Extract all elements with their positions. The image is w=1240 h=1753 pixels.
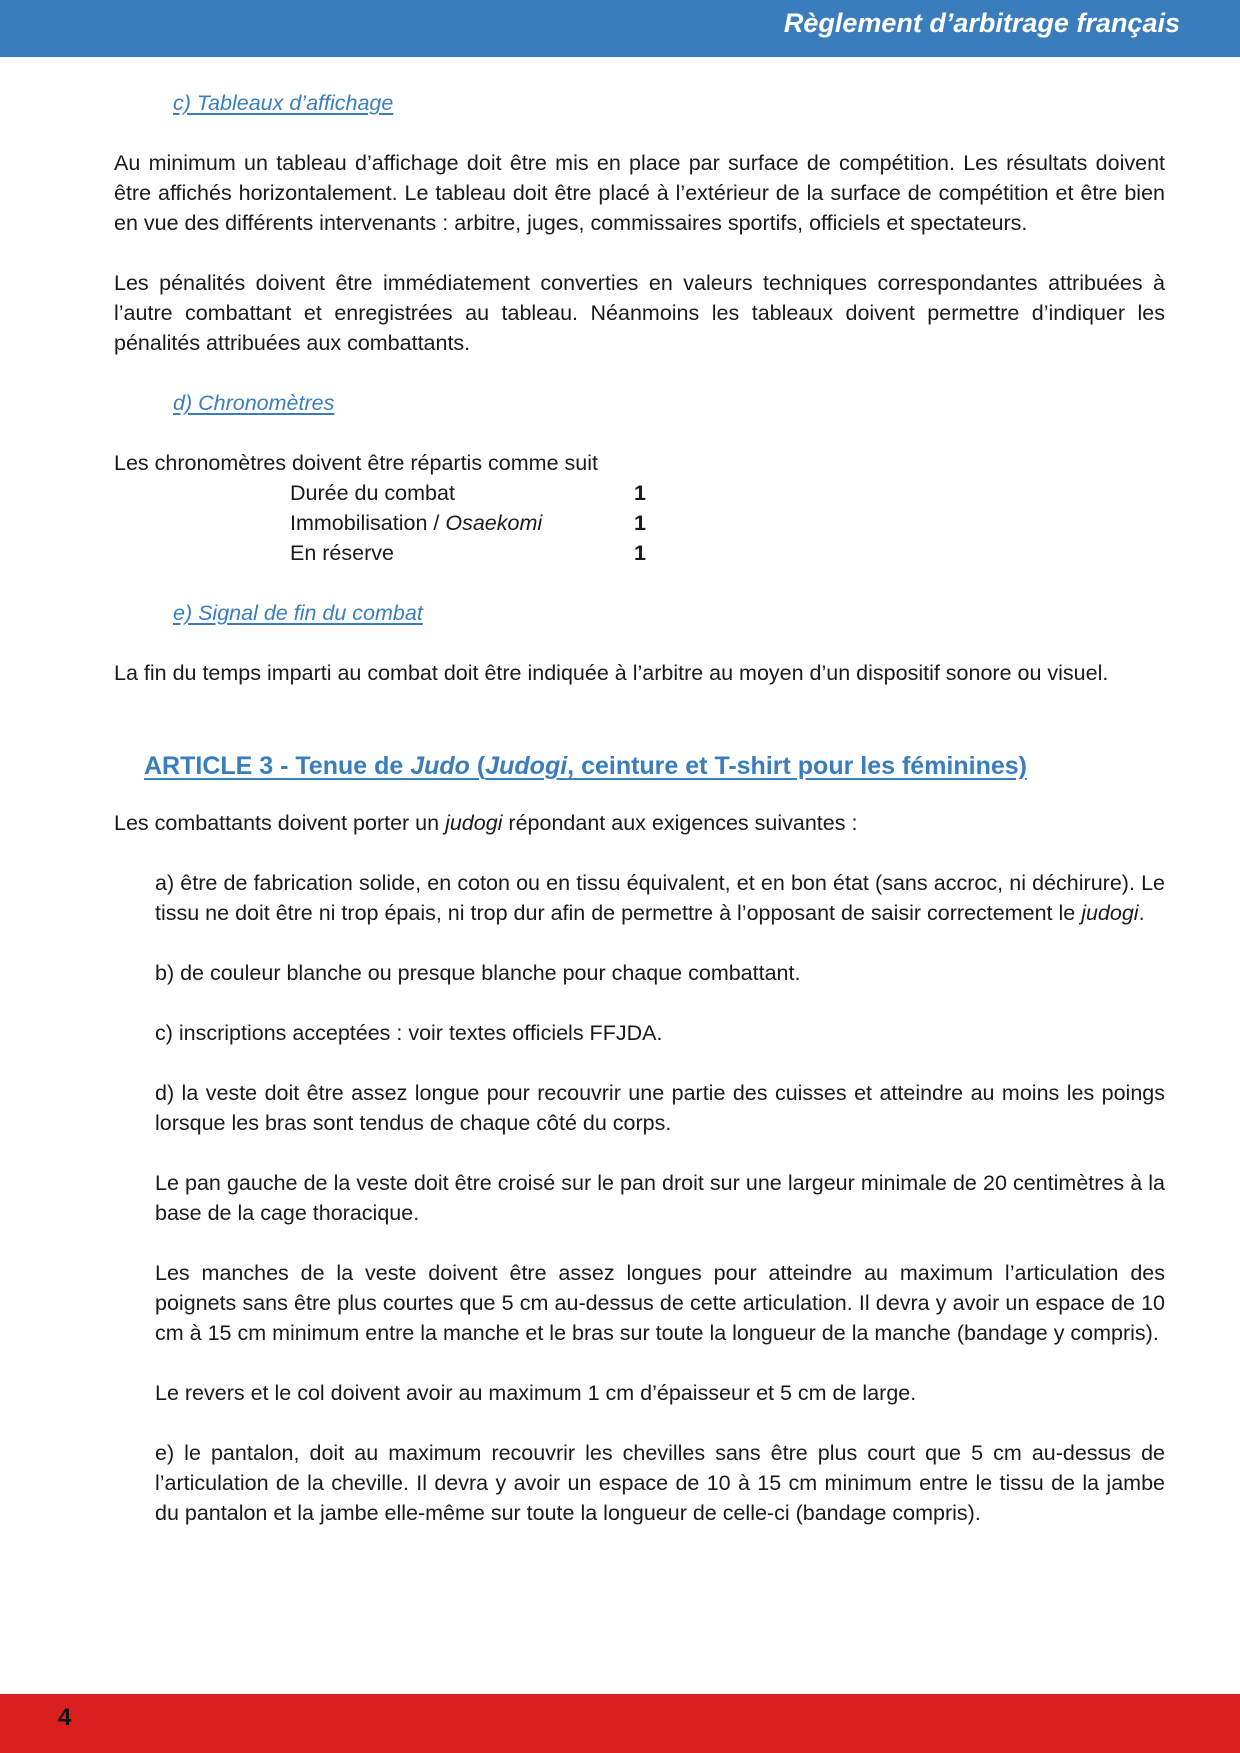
chronometer-label: Immobilisation / Osaekomi	[290, 511, 543, 535]
chronometer-row	[290, 508, 1165, 538]
section-e-title: e) Signal de fin du combat	[173, 601, 423, 625]
chronometer-label: En réserve	[290, 541, 394, 565]
article-3-intro: Les combattants doivent porter un judogi répondant aux exigences suivantes :	[114, 811, 858, 835]
article-3-title: ARTICLE 3 - Tenue de Judo (Judogi, ceinture et T-shirt pour les féminines)	[144, 752, 1027, 780]
header-band	[0, 0, 1240, 57]
chronometer-count: 1	[634, 541, 646, 565]
page-number: 4	[58, 1704, 72, 1731]
paragraph-pan: Le pan gauche de la veste doit être croisé sur le pan droit sur une largeur minimale de 20 centimètres à la base de la cage thoracique.	[155, 1171, 1165, 1225]
chronometer-row	[290, 538, 1165, 568]
section-d-intro: Les chronomètres doivent être répartis comme suit	[114, 451, 598, 475]
chronometer-label: Durée du combat	[290, 481, 455, 505]
section-c-title: c) Tableaux d’affichage	[173, 91, 394, 115]
section-c-paragraph-2: Les pénalités doivent être immédiatement converties en valeurs techniques correspondantes attribuées à l’autre combattant et enregistrées au tableau. Néanmoins les tableaux doivent permettre d’indiquer les pénalités attribuées aux combattants.	[114, 271, 1165, 355]
chronometer-count: 1	[634, 481, 646, 505]
chronometer-count: 1	[634, 511, 646, 535]
paragraph-manches: Les manches de la veste doivent être assez longues pour atteindre au maximum l’articulation des poignets sans être plus courtes que 5 cm au-dessus de cette articulation. Il devra y avoir un espace de 10 cm à 15 cm minimum entre la manche et le bras sur toute la longueur de la manche (bandage y compris).	[155, 1261, 1165, 1345]
requirement-e: e) le pantalon, doit au maximum recouvrir les chevilles sans être plus court que 5 cm au-dessus de l’articulation de la cheville. Il devra y avoir un espace de 10 à 15 cm minimum entre le tissu de la jambe du pantalon et la jambe elle-même sur toute la longueur de celle-ci (bandage compris).	[155, 1441, 1165, 1525]
paragraph-revers: Le revers et le col doivent avoir au maximum 1 cm d’épaisseur et 5 cm de large.	[155, 1381, 917, 1405]
chronometer-row	[290, 478, 1165, 508]
document-title: Règlement d’arbitrage français	[783, 8, 1180, 38]
requirement-b: b) de couleur blanche ou presque blanche pour chaque combattant.	[155, 961, 801, 985]
section-e-paragraph: La fin du temps imparti au combat doit être indiquée à l’arbitre au moyen d’un dispositif sonore ou visuel.	[114, 661, 1109, 685]
chronometer-table	[290, 478, 1165, 568]
requirement-a: a) être de fabrication solide, en coton ou en tissu équivalent, et en bon état (sans accroc, ni déchirure). Le tissu ne doit être ni trop épais, ni trop dur afin de permettre à l’opposant de saisir correctement le judogi.	[155, 871, 1165, 925]
footer-band	[0, 1694, 1240, 1753]
section-c-paragraph-1: Au minimum un tableau d’affichage doit être mis en place par surface de compétition. Les résultats doivent être affichés horizontalement. Le tableau doit être placé à l’extérieur de la surface de compétition et être bien en vue des différents intervenants : arbitre, juges, commissaires sportifs, officiels et spectateurs.	[114, 151, 1165, 235]
page-content	[114, 88, 1165, 1528]
section-d-title: d) Chronomètres	[173, 391, 335, 415]
requirement-c: c) inscriptions acceptées : voir textes officiels FFJDA.	[155, 1021, 663, 1045]
article-3-requirements	[155, 868, 1165, 1528]
requirement-d: d) la veste doit être assez longue pour recouvrir une partie des cuisses et atteindre au moins les poings lorsque les bras sont tendus de chaque côté du corps.	[155, 1081, 1165, 1135]
